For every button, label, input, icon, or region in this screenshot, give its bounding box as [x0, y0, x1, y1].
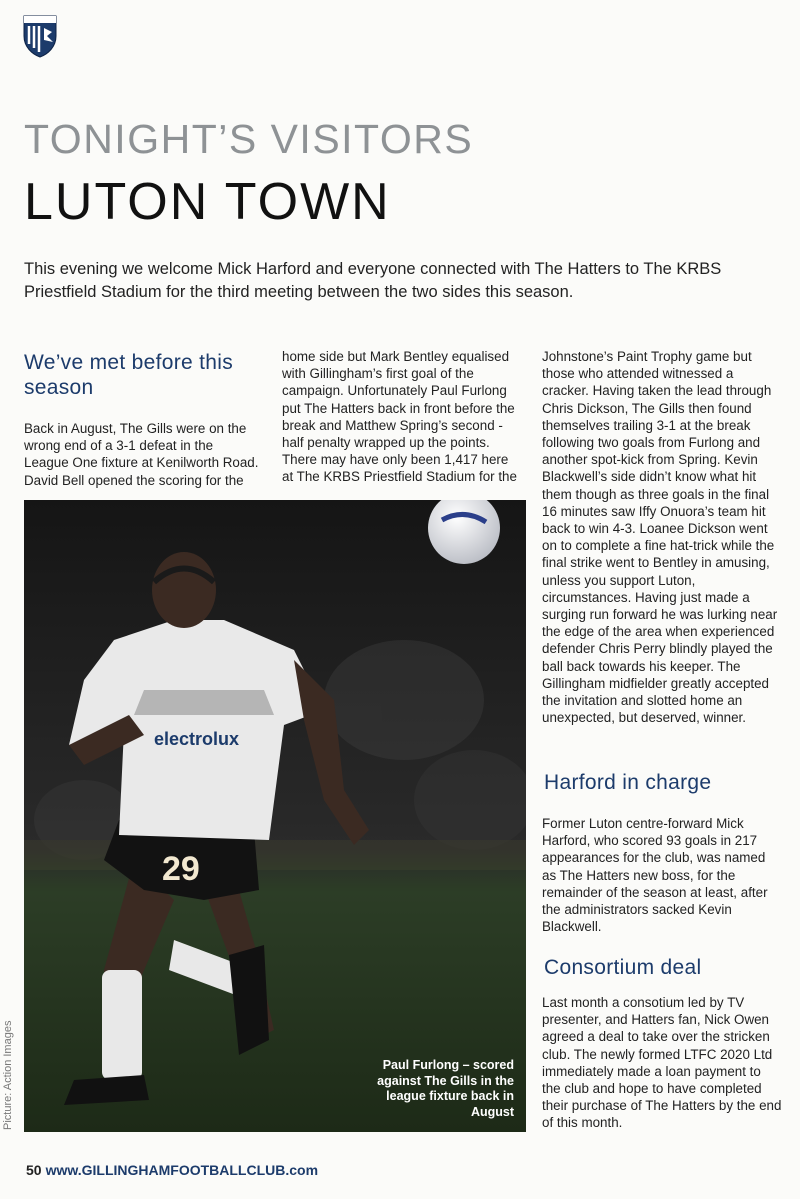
section-heading-met-before: We’ve met before this season	[24, 351, 233, 399]
article-text-col2	[282, 348, 522, 486]
paragraph: Back in August, The Gills were on the wrong end of a 3-1 defeat in the League One fixture at Kenilworth Road. David Bell opened the scoring for the	[24, 421, 259, 488]
shirt-number: 29	[162, 850, 200, 888]
photo-caption: Paul Furlong – scored against The Gills in the league fixture back in August	[377, 1058, 514, 1119]
shirt-sponsor: electrolux	[154, 729, 240, 749]
paragraph: Johnstone’s Paint Trophy game but those who attended witnessed a cracker. Having taken the lead through Chris Dickson, The Gills then found themselves trailing 3-1 at the break following two goals from Furlong and another spot-kick from Spring. Kevin Blackwell’s side didn’t know what hit them though as three goals in the final 16 minutes saw Iffy Onuora’s team hit back to win 4-3. Loanee Dickson went on to complete a fine hat-trick while the final strike went to Bentley in amusing, unless you support Luton, circumstances. Having just made a surging run forward he was lurking near the edge of the area when experienced defender Chris Perry blindly played the ball back towards his keeper. The Gillingham midfielder greatly accepted the invitation and slotted home an unexpected, but deserved, winner.	[542, 349, 778, 726]
photo-credit: Picture: Action Images	[2, 1020, 14, 1130]
paragraph: Former Luton centre-forward Mick Harford, who scored 93 goals in 217 appearances for the club, was named as The Hatters new boss, for the remainder of the season at least, after the administrators sacked Kevin Blackwell.	[542, 816, 768, 935]
player-photo	[24, 500, 526, 1132]
paragraph: home side but Mark Bentley equalised with Gillingham’s first goal of the campaign. Unfortunately Paul Furlong put The Hatters back in front before the break and Matthew Spring’s second -half penalty wrapped up the points. There may have only been 1,417 here at The KRBS Priestfield Stadium for the	[282, 349, 517, 485]
paragraph: Last month a consotium led by TV presenter, and Hatters fan, Nick Owen agreed a deal to take over the stricken club. The newly formed LTFC 2020 Ltd immediately made a loan payment to the club and hope to have completed their purchase of The Hatters by the end of this month.	[542, 995, 782, 1131]
article-text-harford	[542, 815, 782, 935]
page-kicker: TONIGHT’S VISITORS	[24, 116, 474, 162]
section-heading-harford: Harford in charge	[544, 771, 712, 794]
article-text-col1	[24, 420, 260, 489]
article-text-col3	[542, 348, 782, 726]
article-text-consortium	[542, 994, 782, 1132]
intro-paragraph: This evening we welcome Mick Harford and everyone connected with The Hatters to The KRBS Priestfield Stadium for the third meeting between the two sides this season.	[24, 260, 722, 301]
club-crest-logo	[22, 14, 58, 58]
website-link[interactable]: www.GILLINGHAMFOOTBALLCLUB.com	[45, 1162, 319, 1178]
page-footer	[26, 1162, 318, 1178]
page-number: 50	[26, 1162, 42, 1178]
page-title: LUTON TOWN	[24, 173, 391, 231]
section-heading-consortium: Consortium deal	[544, 956, 702, 979]
